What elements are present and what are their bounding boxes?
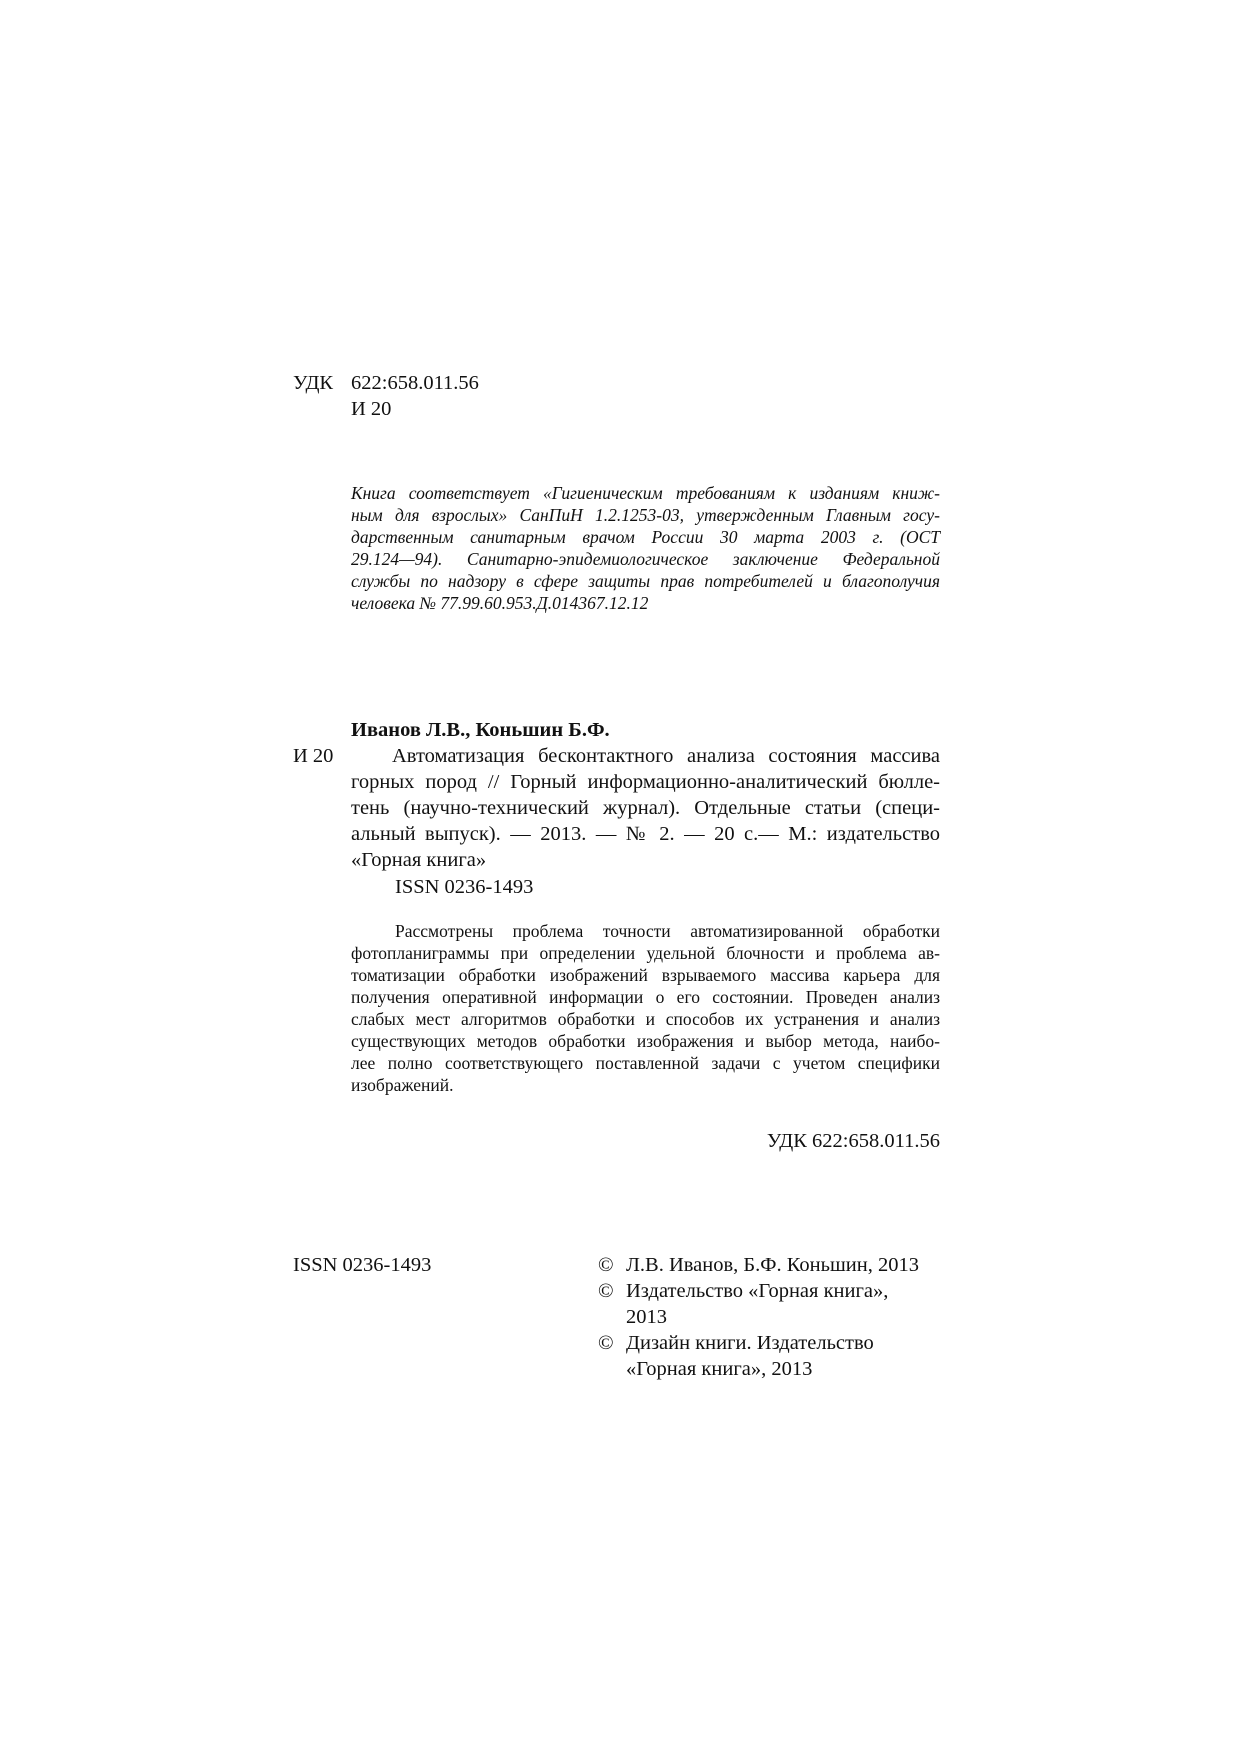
hygiene-note-line: Книга соответствует «Гигиеническим требованиям к изданиям книж-: [351, 483, 940, 503]
hygiene-note-line: 29.124—94). Санитарно-эпидемиологическое заключение Федеральной: [351, 549, 940, 569]
copyright-text: Издательство «Горная книга»,: [626, 1280, 889, 1302]
abstract-line: получения оперативной информации о его состоянии. Проведен анализ: [351, 987, 940, 1007]
udk-code: 622:658.011.56: [351, 372, 479, 394]
copyright-symbol: ©: [598, 1332, 614, 1354]
udk-footer: УДК 622:658.011.56: [766, 1130, 940, 1152]
hygiene-note: [351, 482, 940, 614]
abstract-line: томатизации обработки изображений взрываемого массива карьера для: [351, 965, 940, 985]
copyright-symbol: ©: [598, 1254, 614, 1276]
abstract-line: изображений.: [351, 1075, 454, 1095]
bottom-issn: ISSN 0236-1493: [293, 1254, 432, 1276]
abstract-line: фотопланиграммы при определении удельной блочности и проблема ав-: [351, 943, 940, 963]
bibliography-description: [351, 743, 940, 873]
hygiene-note-line: дарственным санитарным врачом России 30 марта 2003 г. (ОСТ: [351, 527, 940, 547]
abstract: [351, 920, 940, 1096]
udk-index: И 20: [351, 398, 392, 420]
copyright-text: Л.В. Иванов, Б.Ф. Коньшин, 2013: [626, 1254, 919, 1276]
hygiene-note-line: службы по надзору в сфере защиты прав потребителей и благополучия: [351, 571, 940, 591]
bibliography-line: альный выпуск). — 2013. — № 2. — 20 с.— М.: издательство: [351, 823, 940, 845]
copyright-text: 2013: [626, 1306, 667, 1328]
abstract-line: Рассмотрены проблема точности автоматизированной обработки: [395, 921, 940, 941]
abstract-line: лее полно соответствующего поставленной задачи с учетом специфики: [351, 1053, 940, 1073]
bibliography-line: Автоматизация бесконтактного анализа состояния массива: [392, 745, 940, 767]
bibliography-index: И 20: [293, 745, 334, 767]
hygiene-note-line: человека № 77.99.60.953.Д.014367.12.12: [351, 593, 649, 613]
issn: ISSN 0236-1493: [395, 876, 534, 898]
hygiene-note-line: ным для взрослых» СанПиН 1.2.1253-03, утвержденным Главным госу-: [351, 505, 940, 525]
abstract-line: слабых мест алгоритмов обработки и способов их устранения и анализ: [351, 1009, 940, 1029]
bibliography-line: тень (научно-технический журнал). Отдельные статьи (специ-: [351, 797, 940, 819]
bibliography-line: горных пород // Горный информационно-аналитический бюлле-: [351, 771, 940, 793]
bibliography-line: «Горная книга»: [351, 849, 487, 871]
abstract-line: существующих методов обработки изображения и выбор метода, наибо-: [351, 1031, 940, 1051]
copyright-text: «Горная книга», 2013: [626, 1358, 813, 1380]
copyright-text: Дизайн книги. Издательство: [626, 1332, 874, 1354]
udk-label: УДК: [293, 372, 334, 394]
authors: Иванов Л.В., Коньшин Б.Ф.: [351, 719, 610, 741]
copyright-symbol: ©: [598, 1280, 614, 1302]
